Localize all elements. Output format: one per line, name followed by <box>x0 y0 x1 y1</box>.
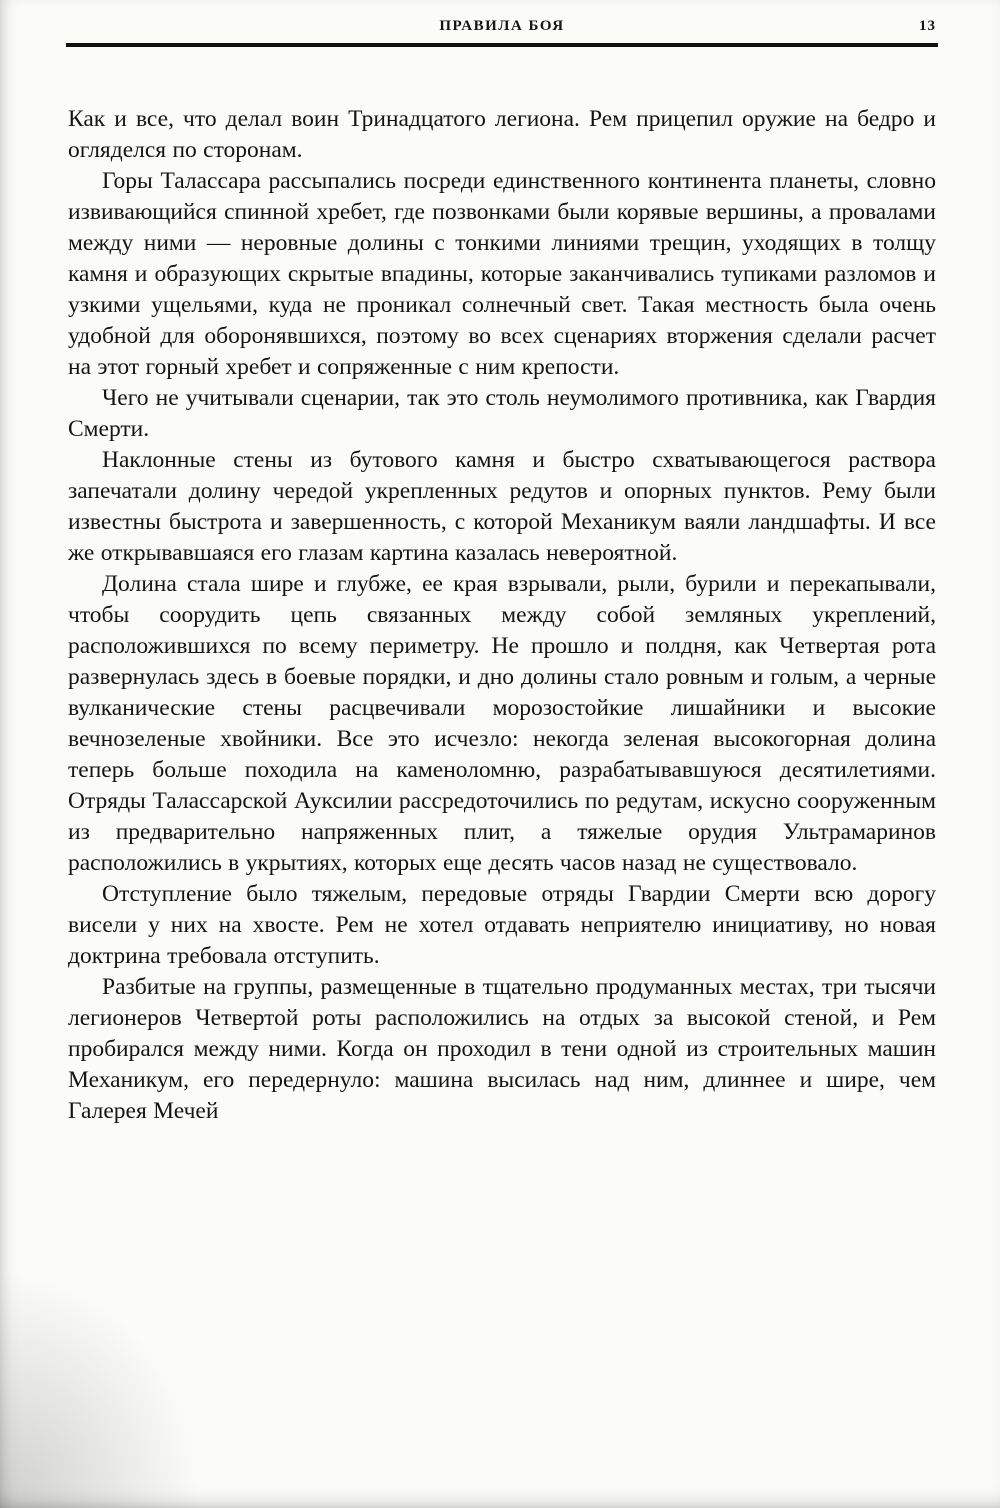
paragraph: Чего не учитывали сценарии, так это столь неумолимого противника, как Гвардия Смерти. <box>68 385 936 442</box>
paragraph: Как и все, что делал воин Тринадцатого легиона. Рем прицепил оружие на бедро и огляделся по сторонам. <box>68 106 936 163</box>
paragraph: Разбитые на группы, размещенные в тщательно продуманных местах, три тысячи легионеров Четвертой роты расположились на отдых за высокой стеной, и Рем пробирался между ними. Когда он проходил в тени одной из строительных машин Механикум, его передернуло: машина высилась над ним, длиннее и шире, чем Галерея Мечей <box>68 974 936 1124</box>
page-number: 13 <box>919 18 936 34</box>
running-title: ПРАВИЛА БОЯ <box>439 18 565 34</box>
page-header <box>66 16 938 38</box>
paragraph: Горы Талассара рассыпались посреди единственного континента планеты, словно извивающийся спинной хребет, где позвонками были корявые вершины, а провалами между ними — неровные долины с тонкими линиями трещин, уходящих в толщу камня и образующих скрытые впадины, которые заканчивались тупиками разломов и узкими ущельями, куда не проникал солнечный свет. Такая местность была очень удобной для оборонявшихся, поэтому во всех сценариях вторжения сделали расчет на этот горный хребет и сопряженные с ним крепости. <box>68 168 936 380</box>
page-body <box>68 104 936 1127</box>
header-rule <box>66 43 938 47</box>
paragraph: Наклонные стены из бутового камня и быстро схватывающегося раствора запечатали долину чередой укрепленных редутов и опорных пунктов. Рему были известны быстрота и завершенность, с которой Механикум ваяли ландшафты. И все же открывавшаяся его глазам картина казалась невероятной. <box>68 447 936 566</box>
paragraph: Долина стала шире и глубже, ее края взрывали, рыли, бурили и перекапывали, чтобы соорудить цепь связанных между собой земляных укреплений, расположившихся по всему периметру. Не прошло и полдня, как Четвертая рота развернулась здесь в боевые порядки, и дно долины стало ровным и голым, а черные вулканические стены расцвечивали морозостойкие лишайники и высокие вечнозеленые хвойники. Все это исчезло: некогда зеленая высокогорная долина теперь больше походила на каменоломню, разрабатывавшуюся десятилетиями. Отряды Талассарской Ауксилии рассредоточились по редутам, искусно сооруженным из предварительно напряженных плит, а тяжелые орудия Ультрамаринов расположились в укрытиях, которых еще десять часов назад не существовало. <box>68 571 936 876</box>
paragraph: Отступление было тяжелым, передовые отряды Гвардии Смерти всю дорогу висели у них на хвосте. Рем не хотел отдавать неприятелю инициативу, но новая доктрина требовала отступить. <box>68 881 936 969</box>
